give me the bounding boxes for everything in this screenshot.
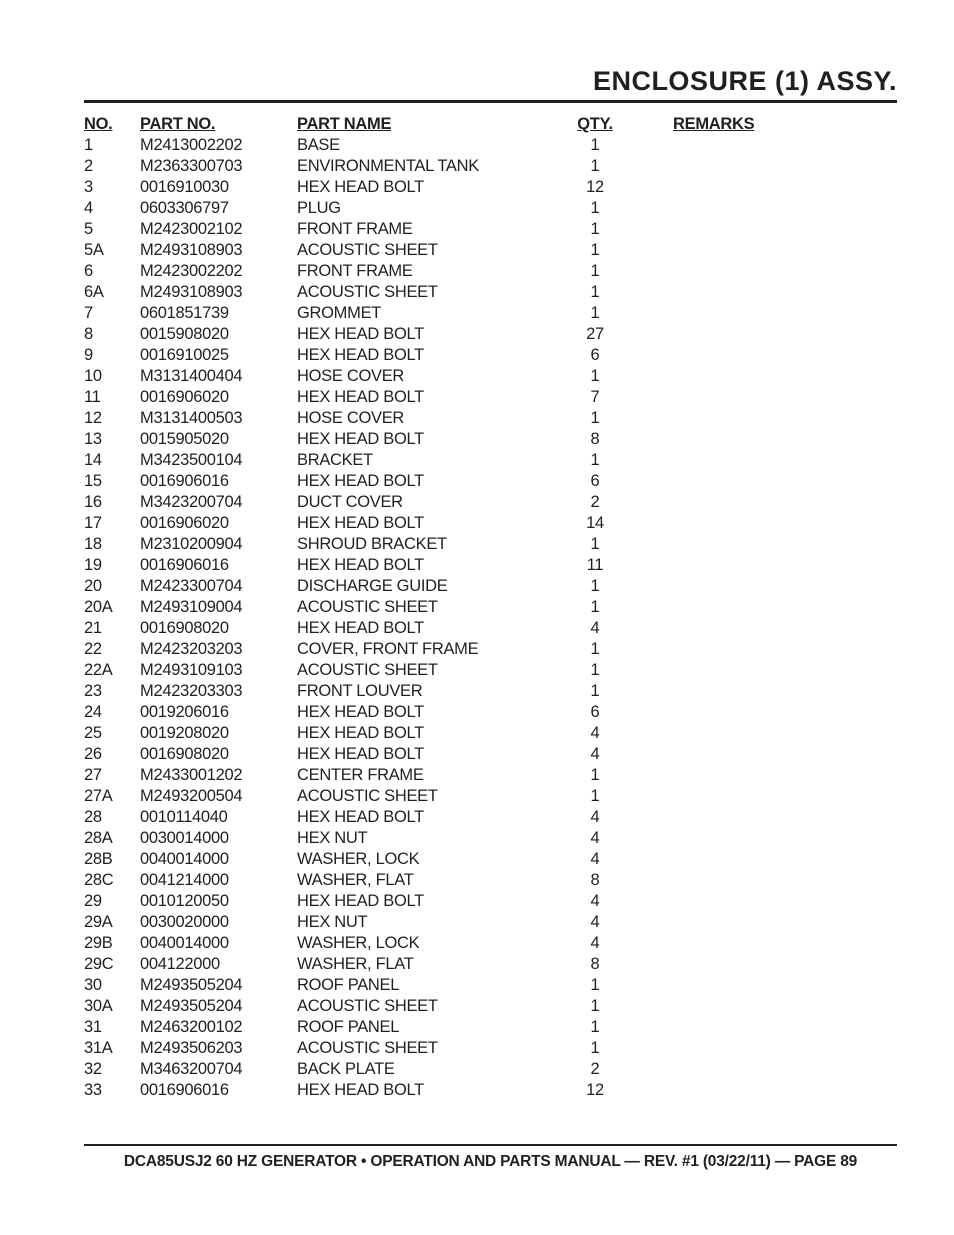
cell-qty: 7 [590, 388, 600, 406]
cell-part-no: M2493506203 [140, 1039, 243, 1057]
table-row [84, 1059, 897, 1080]
table-row [84, 891, 897, 912]
cell-qty: 1 [590, 598, 600, 616]
table-row [84, 975, 897, 996]
cell-no: 28 [84, 808, 102, 826]
table-row [84, 912, 897, 933]
column-header-remarks: REMARKS [673, 115, 755, 133]
cell-part-name: ACOUSTIC SHEET [297, 787, 438, 805]
cell-part-no: 0019206016 [140, 703, 229, 721]
cell-qty: 1 [590, 283, 600, 301]
cell-part-name: HEX NUT [297, 913, 368, 931]
cell-part-no: M2423300704 [140, 577, 243, 595]
cell-qty: 4 [590, 829, 600, 847]
parts-table [84, 114, 897, 1101]
cell-part-name: GROMMET [297, 304, 382, 322]
cell-no: 28C [84, 871, 114, 889]
table-row [84, 219, 897, 240]
cell-part-name: HEX HEAD BOLT [297, 556, 424, 574]
table-row [84, 156, 897, 177]
cell-part-no: M3463200704 [140, 1060, 243, 1078]
cell-no: 21 [84, 619, 102, 637]
cell-part-name: ACOUSTIC SHEET [297, 598, 438, 616]
table-row [84, 366, 897, 387]
cell-part-name: BASE [297, 136, 340, 154]
table-row [84, 660, 897, 681]
cell-qty: 12 [586, 178, 604, 196]
column-header-qty: QTY. [577, 115, 613, 133]
cell-qty: 4 [590, 934, 600, 952]
cell-part-name: WASHER, LOCK [297, 850, 420, 868]
cell-part-no: M2493505204 [140, 976, 243, 994]
cell-part-no: 0019208020 [140, 724, 229, 742]
page-title: ENCLOSURE (1) ASSY. [592, 66, 897, 96]
cell-qty: 1 [590, 304, 600, 322]
cell-part-name: HEX HEAD BOLT [297, 1081, 424, 1099]
cell-qty: 1 [590, 787, 600, 805]
cell-part-no: 0016908020 [140, 745, 229, 763]
table-row [84, 702, 897, 723]
cell-qty: 4 [590, 619, 600, 637]
cell-part-no: 0010120050 [140, 892, 229, 910]
cell-no: 3 [84, 178, 93, 196]
cell-part-no: 0016908020 [140, 619, 229, 637]
table-row [84, 807, 897, 828]
cell-qty: 1 [590, 577, 600, 595]
cell-no: 15 [84, 472, 102, 490]
table-row [84, 198, 897, 219]
cell-qty: 4 [590, 745, 600, 763]
cell-qty: 1 [590, 199, 600, 217]
cell-no: 4 [84, 199, 93, 217]
cell-part-no: 0016910025 [140, 346, 229, 364]
cell-no: 22 [84, 640, 102, 658]
cell-part-name: PLUG [297, 199, 341, 217]
cell-qty: 4 [590, 913, 600, 931]
title-rule [84, 100, 897, 103]
cell-part-name: ACOUSTIC SHEET [297, 997, 438, 1015]
cell-qty: 4 [590, 892, 600, 910]
cell-qty: 1 [590, 997, 600, 1015]
cell-part-name: ACOUSTIC SHEET [297, 1039, 438, 1057]
cell-part-no: 0016906016 [140, 1081, 229, 1099]
cell-qty: 1 [590, 640, 600, 658]
cell-part-name: SHROUD BRACKET [297, 535, 447, 553]
table-row [84, 450, 897, 471]
cell-part-no: M2493108903 [140, 283, 243, 301]
cell-no: 24 [84, 703, 102, 721]
table-row [84, 324, 897, 345]
cell-part-no: 0016906020 [140, 388, 229, 406]
cell-no: 27 [84, 766, 102, 784]
table-row [84, 303, 897, 324]
cell-qty: 1 [590, 241, 600, 259]
cell-part-no: 0601851739 [140, 304, 229, 322]
table-row [84, 555, 897, 576]
cell-part-no: M2433001202 [140, 766, 243, 784]
cell-part-name: HEX HEAD BOLT [297, 388, 424, 406]
cell-no: 29B [84, 934, 113, 952]
cell-part-name: CENTER FRAME [297, 766, 424, 784]
cell-no: 29 [84, 892, 102, 910]
cell-qty: 1 [590, 367, 600, 385]
table-row [84, 786, 897, 807]
cell-no: 10 [84, 367, 102, 385]
cell-no: 29C [84, 955, 114, 973]
cell-part-name: HEX HEAD BOLT [297, 808, 424, 826]
table-row [84, 576, 897, 597]
cell-part-name: ROOF PANEL [297, 1018, 400, 1036]
table-row [84, 618, 897, 639]
cell-part-name: ROOF PANEL [297, 976, 400, 994]
cell-no: 12 [84, 409, 102, 427]
cell-part-no: M2493108903 [140, 241, 243, 259]
cell-qty: 6 [590, 346, 600, 364]
cell-part-no: M2423203203 [140, 640, 243, 658]
cell-qty: 1 [590, 535, 600, 553]
cell-no: 7 [84, 304, 93, 322]
cell-qty: 11 [586, 556, 604, 574]
cell-part-no: 0040014000 [140, 934, 229, 952]
cell-qty: 2 [590, 493, 600, 511]
cell-part-name: HOSE COVER [297, 409, 405, 427]
cell-qty: 1 [590, 136, 600, 154]
cell-no: 23 [84, 682, 102, 700]
column-header-part-name: PART NAME [297, 115, 392, 133]
cell-part-name: HEX HEAD BOLT [297, 430, 424, 448]
cell-no: 19 [84, 556, 102, 574]
cell-no: 30 [84, 976, 102, 994]
table-row [84, 492, 897, 513]
cell-no: 6 [84, 262, 93, 280]
cell-part-name: ACOUSTIC SHEET [297, 283, 438, 301]
cell-part-name: BRACKET [297, 451, 373, 469]
column-header-no: NO. [84, 115, 113, 133]
table-row [84, 387, 897, 408]
cell-part-name: HEX HEAD BOLT [297, 892, 424, 910]
cell-no: 29A [84, 913, 113, 931]
table-body [84, 135, 897, 1101]
cell-qty: 4 [590, 850, 600, 868]
cell-qty: 1 [590, 1018, 600, 1036]
cell-part-no: M2493109004 [140, 598, 243, 616]
cell-part-name: DUCT COVER [297, 493, 403, 511]
table-row [84, 954, 897, 975]
cell-part-no: 0040014000 [140, 850, 229, 868]
cell-part-name: HEX HEAD BOLT [297, 178, 424, 196]
cell-qty: 6 [590, 703, 600, 721]
cell-qty: 4 [590, 808, 600, 826]
cell-no: 32 [84, 1060, 102, 1078]
cell-no: 13 [84, 430, 102, 448]
table-row [84, 597, 897, 618]
cell-no: 20A [84, 598, 113, 616]
cell-no: 20 [84, 577, 102, 595]
cell-no: 27A [84, 787, 113, 805]
cell-qty: 8 [590, 955, 600, 973]
cell-qty: 8 [590, 871, 600, 889]
cell-part-name: WASHER, LOCK [297, 934, 420, 952]
table-row [84, 261, 897, 282]
table-row [84, 723, 897, 744]
cell-no: 30A [84, 997, 113, 1015]
cell-no: 31 [84, 1018, 102, 1036]
table-row [84, 639, 897, 660]
column-header-part-no: PART NO. [140, 115, 216, 133]
cell-no: 5A [84, 241, 104, 259]
cell-no: 1 [84, 136, 93, 154]
table-row [84, 513, 897, 534]
cell-part-no: 0010114040 [140, 808, 228, 826]
cell-part-name: WASHER, FLAT [297, 871, 414, 889]
cell-qty: 1 [590, 661, 600, 679]
cell-part-no: M2423002202 [140, 262, 243, 280]
cell-no: 9 [84, 346, 93, 364]
cell-part-no: 0041214000 [140, 871, 229, 889]
cell-part-no: M2310200904 [140, 535, 243, 553]
cell-qty: 27 [586, 325, 604, 343]
cell-qty: 1 [590, 262, 600, 280]
cell-part-no: 0030020000 [140, 913, 229, 931]
cell-part-no: M3131400503 [140, 409, 243, 427]
table-row [84, 681, 897, 702]
cell-part-name: HEX HEAD BOLT [297, 724, 424, 742]
cell-qty: 1 [590, 409, 600, 427]
cell-part-no: M3423500104 [140, 451, 243, 469]
cell-part-no: 0015905020 [140, 430, 229, 448]
cell-no: 5 [84, 220, 93, 238]
cell-part-no: M2493505204 [140, 997, 243, 1015]
cell-part-no: M2493109103 [140, 661, 243, 679]
cell-qty: 1 [590, 766, 600, 784]
cell-qty: 2 [590, 1060, 600, 1078]
cell-part-name: FRONT FRAME [297, 262, 413, 280]
cell-part-name: HEX HEAD BOLT [297, 325, 424, 343]
page-footer: DCA85USJ2 60 HZ GENERATOR • OPERATION AND PARTS MANUAL — REV. #1 (03/22/11) — PAGE 89 [123, 1153, 858, 1170]
cell-part-name: ENVIRONMENTAL TANK [297, 157, 479, 175]
footer-rule [84, 1144, 897, 1146]
cell-part-name: COVER, FRONT FRAME [297, 640, 479, 658]
cell-part-no: 0015908020 [140, 325, 229, 343]
cell-part-no: M3131400404 [140, 367, 243, 385]
cell-part-no: 0603306797 [140, 199, 229, 217]
cell-qty: 1 [590, 976, 600, 994]
cell-part-name: DISCHARGE GUIDE [297, 577, 448, 595]
cell-qty: 1 [590, 220, 600, 238]
cell-part-no: M2463200102 [140, 1018, 243, 1036]
cell-part-no: M2363300703 [140, 157, 243, 175]
table-row [84, 870, 897, 891]
cell-no: 6A [84, 283, 104, 301]
cell-no: 8 [84, 325, 93, 343]
cell-part-name: WASHER, FLAT [297, 955, 414, 973]
table-row [84, 429, 897, 450]
cell-part-no: 0016906016 [140, 556, 229, 574]
cell-part-name: FRONT LOUVER [297, 682, 423, 700]
cell-part-no: M2423203303 [140, 682, 243, 700]
cell-part-no: M2493200504 [140, 787, 243, 805]
cell-part-no: M2423002102 [140, 220, 243, 238]
table-row [84, 1017, 897, 1038]
table-row [84, 1038, 897, 1059]
cell-qty: 1 [590, 682, 600, 700]
table-row [84, 135, 897, 156]
cell-part-no: M2413002202 [140, 136, 243, 154]
cell-part-name: HEX HEAD BOLT [297, 745, 424, 763]
table-row [84, 345, 897, 366]
table-row [84, 240, 897, 261]
cell-part-no: 004122000 [140, 955, 220, 973]
cell-no: 28A [84, 829, 113, 847]
cell-qty: 12 [586, 1081, 604, 1099]
cell-part-name: HEX HEAD BOLT [297, 472, 424, 490]
table-row [84, 765, 897, 786]
cell-part-no: 0030014000 [140, 829, 229, 847]
table-row [84, 849, 897, 870]
cell-no: 18 [84, 535, 102, 553]
cell-no: 2 [84, 157, 93, 175]
cell-no: 26 [84, 745, 102, 763]
table-header-row [84, 114, 897, 135]
cell-part-name: BACK PLATE [297, 1060, 395, 1078]
cell-qty: 6 [590, 472, 600, 490]
table-row [84, 744, 897, 765]
cell-qty: 1 [590, 157, 600, 175]
cell-part-no: 0016910030 [140, 178, 229, 196]
cell-no: 17 [84, 514, 102, 532]
cell-no: 16 [84, 493, 102, 511]
cell-qty: 4 [590, 724, 600, 742]
cell-part-name: HOSE COVER [297, 367, 405, 385]
cell-part-no: 0016906016 [140, 472, 229, 490]
cell-no: 14 [84, 451, 102, 469]
cell-part-name: HEX HEAD BOLT [297, 703, 424, 721]
cell-qty: 1 [590, 1039, 600, 1057]
cell-qty: 8 [590, 430, 600, 448]
cell-qty: 1 [590, 451, 600, 469]
cell-part-no: M3423200704 [140, 493, 243, 511]
table-row [84, 534, 897, 555]
table-row [84, 1080, 897, 1101]
table-row [84, 282, 897, 303]
cell-no: 28B [84, 850, 113, 868]
cell-part-name: HEX NUT [297, 829, 368, 847]
cell-part-no: 0016906020 [140, 514, 229, 532]
cell-no: 25 [84, 724, 102, 742]
cell-no: 22A [84, 661, 113, 679]
cell-no: 33 [84, 1081, 102, 1099]
table-row [84, 408, 897, 429]
table-row [84, 996, 897, 1017]
table-row [84, 471, 897, 492]
cell-no: 31A [84, 1039, 113, 1057]
cell-qty: 14 [586, 514, 604, 532]
table-row [84, 177, 897, 198]
cell-no: 11 [84, 388, 101, 406]
cell-part-name: HEX HEAD BOLT [297, 346, 424, 364]
cell-part-name: HEX HEAD BOLT [297, 514, 424, 532]
cell-part-name: ACOUSTIC SHEET [297, 661, 438, 679]
cell-part-name: HEX HEAD BOLT [297, 619, 424, 637]
table-row [84, 933, 897, 954]
cell-part-name: FRONT FRAME [297, 220, 413, 238]
cell-part-name: ACOUSTIC SHEET [297, 241, 438, 259]
table-row [84, 828, 897, 849]
